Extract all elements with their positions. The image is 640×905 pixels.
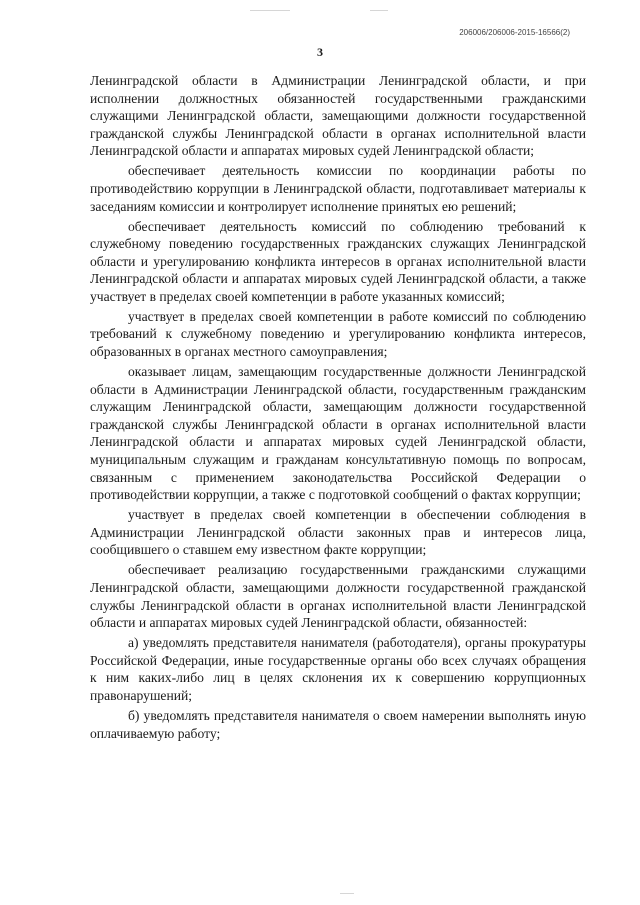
paragraph-local-commissions: участвует в пределах своей компетенции в работе комиссий по соблюдению требований к служебному поведению и урегулированию конфликта интересов, образованных в органах местного самоуправления; [90,308,586,360]
paragraph-continuation: Ленинградской области в Администрации Ленинградской области, и при исполнении должностных обязанностей государственными гражданскими служащими Ленинградской области, замещающими должности государственной гражданской службы Ленинградской области в органах исполнительной власти Ленинградской области и аппаратах мировых судей Ленинградской области; [90,73,586,159]
document-registration-number: 206006/206006-2015-16566(2) [459,28,570,37]
scan-mark-top-right [370,10,388,11]
page-number: 3 [317,45,323,59]
scan-mark-bottom [340,893,354,894]
document-body [90,72,586,744]
paragraph-anticorruption-commission: обеспечивает деятельность комиссии по координации работы по противодействию коррупции в Ленинградской области, подготавливает материалы к заседаниям комиссии и контролирует исполнение принятых ею решений; [90,163,586,214]
paragraph-consultative-help: оказывает лицам, замещающим государственные должности Ленинградской области в Администрации Ленинградской области, государственным гражданским служащим Ленинградской области, замещающим должности государственной гражданской службы Ленинградской области в органах исполнительной власти Ленинградской области и аппаратах мировых судей Ленинградской области, муниципальным служащим и гражданам консультативную помощь по вопросам, связанным с применением законодательства Российской Федерации о противодействии коррупции, а также с подготовкой сообщений о фактах коррупции; [90,364,586,503]
list-item-a: а) уведомлять представителя нанимателя (работодателя), органы прокуратуры Российской Федерации, иные государственные органы обо всех случаях обращения к ним каких-либо лиц в целях склонения их к совершению коррупционных правонарушений; [90,635,586,703]
paragraph-whistleblower-rights: участвует в пределах своей компетенции в обеспечении соблюдения в Администрации Ленинградской области законных прав и интересов лица, сообщившего о ставшем ему известном факте коррупции; [90,507,586,558]
paragraph-obligations-intro: обеспечивает реализацию государственными гражданскими служащими Ленинградской области, замещающими должности государственной гражданской службы Ленинградской области в органах исполнительной власти Ленинградской области и аппаратах мировых судей Ленинградской области, обязанностей: [90,562,586,631]
scan-mark-top [250,10,290,11]
paragraph-conduct-commissions: обеспечивает деятельность комиссий по соблюдению требований к служебному поведению государственных гражданских служащих Ленинградской области и урегулированию конфликта интересов в органах исполнительной власти Ленинградской области и аппаратах мировых судей Ленинградской области, а также участвует в пределах своей компетенции в работе указанных комиссий; [90,218,586,304]
list-item-b: б) уведомлять представителя нанимателя о своем намерении выполнять иную оплачиваемую работу; [90,707,586,741]
